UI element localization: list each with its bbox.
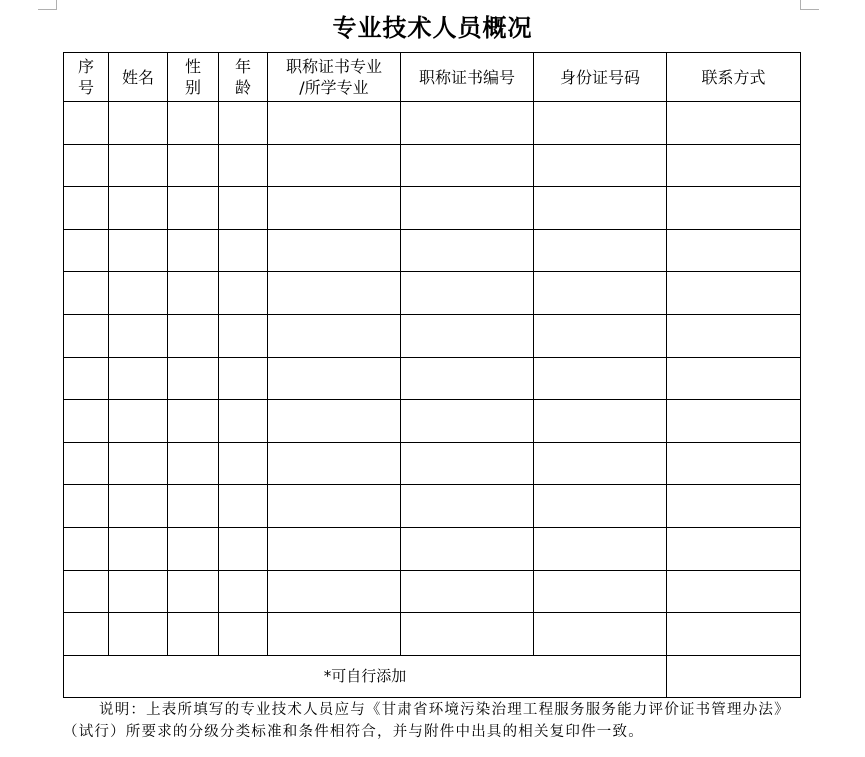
cell-age[interactable] [219, 613, 268, 656]
cell-seq[interactable] [64, 400, 109, 443]
cell-age[interactable] [219, 570, 268, 613]
header-seq [64, 53, 109, 102]
cell-major[interactable] [268, 357, 401, 400]
cell-cert-no[interactable] [401, 485, 534, 528]
cell-gender[interactable] [168, 357, 219, 400]
header-major [268, 53, 401, 102]
cell-contact[interactable] [667, 442, 801, 485]
cell-major[interactable] [268, 102, 401, 145]
cell-id-no[interactable] [534, 272, 667, 315]
cell-age[interactable] [219, 229, 268, 272]
cell-gender[interactable] [168, 272, 219, 315]
header-contact [667, 53, 801, 102]
header-gender-line1: 性 [184, 57, 201, 76]
cell-id-no[interactable] [534, 229, 667, 272]
cell-cert-no[interactable] [401, 229, 534, 272]
cell-major[interactable] [268, 144, 401, 187]
table-row [64, 485, 801, 528]
header-major-line1: 职称证书专业 [285, 57, 382, 76]
cell-id-no[interactable] [534, 485, 667, 528]
cell-id-no[interactable] [534, 570, 667, 613]
cell-gender[interactable] [168, 400, 219, 443]
cell-cert-no[interactable] [401, 400, 534, 443]
table-row [64, 442, 801, 485]
cell-major[interactable] [268, 570, 401, 613]
cell-contact[interactable] [667, 144, 801, 187]
cell-id-no[interactable] [534, 144, 667, 187]
cell-id-no[interactable] [534, 527, 667, 570]
cell-age[interactable] [219, 485, 268, 528]
cell-cert-no[interactable] [401, 613, 534, 656]
cell-cert-no[interactable] [401, 187, 534, 230]
cell-cert-no[interactable] [401, 272, 534, 315]
cell-seq[interactable] [64, 272, 109, 315]
cell-seq[interactable] [64, 229, 109, 272]
header-cert-no [401, 53, 534, 102]
table-body [64, 102, 801, 656]
table-row [64, 102, 801, 145]
cell-cert-no[interactable] [401, 314, 534, 357]
cell-gender[interactable] [168, 102, 219, 145]
cell-name[interactable] [109, 187, 168, 230]
cell-gender[interactable] [168, 144, 219, 187]
cell-contact[interactable] [667, 570, 801, 613]
cell-seq[interactable] [64, 442, 109, 485]
header-seq-line2: 号 [77, 78, 94, 97]
cell-name[interactable] [109, 442, 168, 485]
header-age-line2: 龄 [234, 78, 251, 97]
cell-name[interactable] [109, 357, 168, 400]
cell-seq[interactable] [64, 357, 109, 400]
cell-contact[interactable] [667, 357, 801, 400]
cell-contact[interactable] [667, 485, 801, 528]
cell-name[interactable] [109, 527, 168, 570]
cell-gender[interactable] [168, 229, 219, 272]
cell-seq[interactable] [64, 102, 109, 145]
cell-contact[interactable] [667, 102, 801, 145]
cell-contact[interactable] [667, 400, 801, 443]
cell-major[interactable] [268, 527, 401, 570]
header-id-no-label: 身份证号码 [559, 67, 640, 87]
cell-contact[interactable] [667, 272, 801, 315]
table-row [64, 187, 801, 230]
cell-seq[interactable] [64, 187, 109, 230]
cell-contact[interactable] [667, 229, 801, 272]
staff-table [63, 52, 801, 698]
cell-cert-no[interactable] [401, 102, 534, 145]
cell-major[interactable] [268, 400, 401, 443]
table-footer-row [64, 655, 801, 697]
cell-contact[interactable] [667, 187, 801, 230]
cell-id-no[interactable] [534, 400, 667, 443]
table-row [64, 570, 801, 613]
cell-name[interactable] [109, 229, 168, 272]
page-corner-mark-left [38, 0, 57, 10]
cell-major[interactable] [268, 485, 401, 528]
cell-name[interactable] [109, 570, 168, 613]
cell-id-no[interactable] [534, 613, 667, 656]
document-title: 专业技术人员概况 [332, 14, 533, 42]
table-row [64, 357, 801, 400]
cell-age[interactable] [219, 314, 268, 357]
cell-name[interactable] [109, 485, 168, 528]
cell-gender[interactable] [168, 314, 219, 357]
cell-major[interactable] [268, 187, 401, 230]
cell-age[interactable] [219, 527, 268, 570]
cell-cert-no[interactable] [401, 144, 534, 187]
cell-name[interactable] [109, 314, 168, 357]
cell-id-no[interactable] [534, 102, 667, 145]
cell-cert-no[interactable] [401, 570, 534, 613]
cell-major[interactable] [268, 314, 401, 357]
cell-seq[interactable] [64, 527, 109, 570]
header-id-no [534, 53, 667, 102]
table-row [64, 229, 801, 272]
table-row [64, 527, 801, 570]
cell-age[interactable] [219, 102, 268, 145]
cell-seq[interactable] [64, 144, 109, 187]
cell-seq[interactable] [64, 485, 109, 528]
cell-gender[interactable] [168, 187, 219, 230]
add-more-note: *可自行添加 [64, 655, 667, 697]
cell-major[interactable] [268, 229, 401, 272]
cell-age[interactable] [219, 187, 268, 230]
cell-major[interactable] [268, 442, 401, 485]
cell-age[interactable] [219, 442, 268, 485]
header-name-label: 姓名 [121, 67, 154, 87]
table-row [64, 314, 801, 357]
cell-gender[interactable] [168, 613, 219, 656]
header-seq-line1: 序 [77, 57, 94, 76]
cell-major[interactable] [268, 272, 401, 315]
cell-contact[interactable] [667, 314, 801, 357]
cell-name[interactable] [109, 272, 168, 315]
cell-contact[interactable] [667, 613, 801, 656]
cell-gender[interactable] [168, 442, 219, 485]
footer-empty-cell[interactable] [667, 655, 801, 697]
header-age-line1: 年 [234, 57, 251, 76]
cell-id-no[interactable] [534, 187, 667, 230]
cell-gender[interactable] [168, 570, 219, 613]
cell-gender[interactable] [168, 485, 219, 528]
cell-name[interactable] [109, 144, 168, 187]
cell-age[interactable] [219, 144, 268, 187]
cell-gender[interactable] [168, 527, 219, 570]
header-gender-line2: 别 [184, 78, 201, 97]
header-gender [168, 53, 219, 102]
table-row [64, 144, 801, 187]
cell-id-no[interactable] [534, 314, 667, 357]
cell-seq[interactable] [64, 314, 109, 357]
cell-name[interactable] [109, 102, 168, 145]
cell-cert-no[interactable] [401, 527, 534, 570]
table-header-row [64, 53, 801, 102]
cell-id-no[interactable] [534, 357, 667, 400]
cell-id-no[interactable] [534, 442, 667, 485]
cell-major[interactable] [268, 613, 401, 656]
cell-seq[interactable] [64, 570, 109, 613]
cell-contact[interactable] [667, 527, 801, 570]
cell-name[interactable] [109, 613, 168, 656]
cell-cert-no[interactable] [401, 442, 534, 485]
explanation-note: 说明：上表所填写的专业技术人员应与《甘肃省环境污染治理工程服务服务能力评价证书管理办法》（试行）所要求的分级分类标准和条件相符合，并与附件中出具的相关复印件一致。 [63, 702, 790, 740]
table-row [64, 400, 801, 443]
cell-age[interactable] [219, 400, 268, 443]
page-corner-mark-right [800, 0, 819, 10]
header-name [109, 53, 168, 102]
header-major-line2: /所学专业 [299, 78, 369, 97]
cell-cert-no[interactable] [401, 357, 534, 400]
header-cert-no-label: 职称证书编号 [418, 67, 515, 87]
table-row [64, 613, 801, 656]
table-row [64, 272, 801, 315]
header-contact-label: 联系方式 [701, 67, 766, 87]
cell-age[interactable] [219, 272, 268, 315]
cell-seq[interactable] [64, 613, 109, 656]
cell-name[interactable] [109, 400, 168, 443]
header-age [219, 53, 268, 102]
cell-age[interactable] [219, 357, 268, 400]
